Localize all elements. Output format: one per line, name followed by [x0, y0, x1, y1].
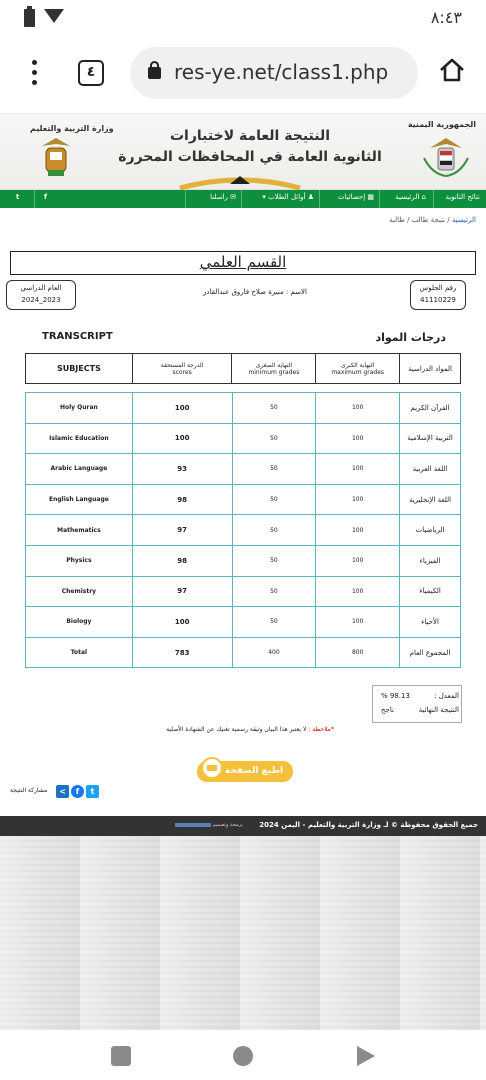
- grades-heading: درجات المواد: [375, 331, 446, 344]
- section-title-box: [10, 251, 476, 275]
- book-graphic-icon: [170, 170, 310, 190]
- home-button-icon[interactable]: [233, 1046, 253, 1066]
- header-min-ar: النهاية الصغرى: [255, 361, 293, 369]
- score-cell: 93: [132, 454, 232, 485]
- subject-en: Mathematics: [26, 515, 133, 546]
- battery-icon: [24, 9, 35, 27]
- max-grade-cell: 100: [316, 393, 400, 424]
- subject-ar: الأحياء: [400, 607, 461, 638]
- seat-label: رقم الجلوس: [419, 284, 457, 292]
- nav-results[interactable]: نتائج الثانوية: [445, 193, 480, 201]
- subject-en: Physics: [26, 545, 133, 576]
- min-grade-cell: 50: [232, 607, 316, 638]
- wifi-icon: [44, 9, 64, 23]
- nav-contact-label: راسلنا: [210, 193, 228, 201]
- yemen-emblem-icon: [420, 134, 472, 180]
- subject-ar: الفيزياء: [400, 545, 461, 576]
- section-title: القسم العلمي: [199, 253, 287, 271]
- subject-en: Arabic Language: [26, 454, 133, 485]
- header-max: [316, 354, 400, 384]
- more-menu-icon[interactable]: [30, 60, 40, 90]
- min-grade-cell: 50: [232, 393, 316, 424]
- min-grade-cell: 400: [232, 637, 316, 668]
- clock: ٨:٤٣: [430, 8, 462, 27]
- min-grade-cell: 50: [232, 515, 316, 546]
- header-min: [232, 354, 316, 384]
- summary-box: [372, 685, 462, 723]
- table-row: [26, 484, 461, 515]
- max-grade-cell: 100: [316, 484, 400, 515]
- min-grade-cell: 50: [232, 454, 316, 485]
- credit-label: برمجة وتصميم: [211, 822, 243, 828]
- share-label: مشاركة النتيجة: [10, 787, 48, 794]
- twitter-icon[interactable]: t: [16, 193, 20, 201]
- site-banner: [0, 114, 486, 190]
- print-label: اطبع الصفحة: [224, 766, 284, 776]
- header-max-ar: النهاية الكبرى: [341, 361, 375, 369]
- header-max-en: maximum grades: [331, 368, 385, 376]
- printer-icon: [201, 757, 223, 779]
- main-nav: [0, 190, 486, 208]
- seat-number-box: [410, 280, 466, 310]
- nav-home-label: الرئيسية: [395, 193, 420, 201]
- share-icon[interactable]: <: [56, 785, 69, 798]
- seat-number: 41110229: [420, 296, 456, 304]
- nav-statistics[interactable]: [338, 193, 374, 201]
- breadcrumb-current: / نتيجة طالب / طالبة: [389, 216, 450, 224]
- banner-title-line1: النتيجة العامة لاختبارات: [169, 128, 331, 144]
- subject-ar: اللغة الإنجليزية: [400, 484, 461, 515]
- header-score-ar: الدرجة المستحقة: [160, 361, 204, 369]
- subject-en: Chemistry: [26, 576, 133, 607]
- browser-toolbar: [0, 36, 486, 114]
- subject-en: English Language: [26, 484, 133, 515]
- nav-top-students[interactable]: [262, 193, 314, 201]
- subject-en: Islamic Education: [26, 423, 133, 454]
- url-text[interactable]: res-ye.net/class1.php: [174, 60, 389, 84]
- academic-year-box: [6, 280, 76, 310]
- grades-table: [25, 392, 461, 668]
- max-grade-cell: 100: [316, 607, 400, 638]
- note-text: لا يعتبر هذا البيان وثيقة رسمية تغنيك عن الشهادة الأصلية: [166, 726, 307, 733]
- header-min-en: minimum grades: [248, 368, 300, 376]
- max-grade-cell: 100: [316, 423, 400, 454]
- average-label: المعدل :: [434, 692, 459, 700]
- result-value: ناجح: [381, 706, 394, 714]
- average-row: [377, 692, 459, 700]
- envelope-icon: ✉: [227, 193, 236, 201]
- max-grade-cell: 100: [316, 515, 400, 546]
- grades-header-table: [25, 353, 461, 384]
- year-value: 2024_2023: [21, 296, 61, 304]
- subject-ar: التربية الإسلامية: [400, 423, 461, 454]
- print-page-button[interactable]: [197, 761, 293, 782]
- min-grade-cell: 50: [232, 423, 316, 454]
- facebook-icon[interactable]: f: [44, 193, 48, 201]
- banner-title-line2: الثانوية العامة في المحافظات المحررة: [118, 149, 382, 165]
- status-bar: [0, 0, 486, 36]
- subject-ar: الكيمياء: [400, 576, 461, 607]
- credit-text: [175, 822, 243, 828]
- web-page: [0, 114, 486, 836]
- home-small-icon: ⌂: [419, 193, 426, 201]
- home-icon[interactable]: [438, 56, 466, 84]
- nav-contact[interactable]: [210, 193, 236, 201]
- copyright-text: جميع الحقوق محفوظة © لـ وزارة التربية والتعليم - اليمن 2024: [259, 821, 478, 829]
- total-row: [26, 637, 461, 668]
- dropdown-caret-icon: ▾: [262, 193, 269, 201]
- nav-statistics-label: إحصائيات: [337, 193, 366, 201]
- table-row: [26, 393, 461, 424]
- max-grade-cell: 100: [316, 454, 400, 485]
- breadcrumb: [389, 216, 476, 224]
- calculator-icon: ▦: [365, 193, 374, 201]
- system-nav-bar: [0, 1030, 486, 1080]
- ministry-label: وزارة التربية والتعليم: [30, 124, 114, 133]
- credit-link[interactable]: [175, 823, 211, 827]
- subject-ar: الرياضيات: [400, 515, 461, 546]
- lock-icon: [148, 67, 161, 79]
- score-cell: 97: [132, 515, 232, 546]
- republic-label: الجمهورية اليمنية: [407, 120, 476, 129]
- student-icon: ♟: [305, 193, 314, 201]
- min-grade-cell: 50: [232, 576, 316, 607]
- back-button-icon[interactable]: [357, 1046, 375, 1066]
- table-row: [26, 607, 461, 638]
- facebook-share-icon[interactable]: f: [71, 785, 84, 798]
- year-label: العام الدراسي: [20, 284, 62, 292]
- score-cell: 783: [132, 637, 232, 668]
- breadcrumb-home-link[interactable]: الرئيسية: [451, 216, 476, 224]
- twitter-share-icon[interactable]: t: [86, 785, 99, 798]
- student-name: الاسم : منيرة صلاح فاروق عبدالقادر: [203, 288, 307, 296]
- subject-en: Biology: [26, 607, 133, 638]
- transcript-heading: TRANSCRIPT: [42, 331, 113, 342]
- table-row: [26, 423, 461, 454]
- address-bar[interactable]: [130, 47, 418, 99]
- score-cell: 98: [132, 484, 232, 515]
- score-cell: 97: [132, 576, 232, 607]
- max-grade-cell: 100: [316, 545, 400, 576]
- subject-ar: المجموع العام: [400, 637, 461, 668]
- nav-top-students-label: أوائل الطلاب: [268, 193, 306, 201]
- header-subjects-ar: المواد الدراسية: [400, 354, 461, 384]
- average-value: 98.13 %: [381, 692, 410, 700]
- max-grade-cell: 100: [316, 576, 400, 607]
- site-footer: [0, 816, 486, 836]
- tab-switcher-button[interactable]: ٤: [78, 60, 104, 86]
- min-grade-cell: 50: [232, 545, 316, 576]
- result-label: النتيجة النهائية: [418, 706, 459, 714]
- score-cell: 98: [132, 545, 232, 576]
- header-score-en: scores: [172, 368, 192, 376]
- result-row: [377, 706, 459, 714]
- subject-en: Holy Quran: [26, 393, 133, 424]
- table-row: [26, 576, 461, 607]
- table-row: [26, 515, 461, 546]
- score-cell: 100: [132, 393, 232, 424]
- max-grade-cell: 800: [316, 637, 400, 668]
- ministry-logo-icon: [36, 136, 76, 180]
- recents-button-icon[interactable]: [111, 1046, 131, 1066]
- min-grade-cell: 50: [232, 484, 316, 515]
- share-bar: [10, 785, 110, 799]
- note-label: *ملاحظة :: [308, 726, 334, 733]
- disclaimer-note: [130, 726, 370, 733]
- header-subjects-en: SUBJECTS: [26, 354, 133, 384]
- table-row: [26, 545, 461, 576]
- header-score: [132, 354, 232, 384]
- subject-ar: اللغة العربية: [400, 454, 461, 485]
- score-cell: 100: [132, 607, 232, 638]
- score-cell: 100: [132, 423, 232, 454]
- page-background-texture: [0, 836, 486, 1030]
- table-row: [26, 454, 461, 485]
- nav-home[interactable]: [395, 193, 426, 201]
- subject-ar: القرآن الكريم: [400, 393, 461, 424]
- subject-en: Total: [26, 637, 133, 668]
